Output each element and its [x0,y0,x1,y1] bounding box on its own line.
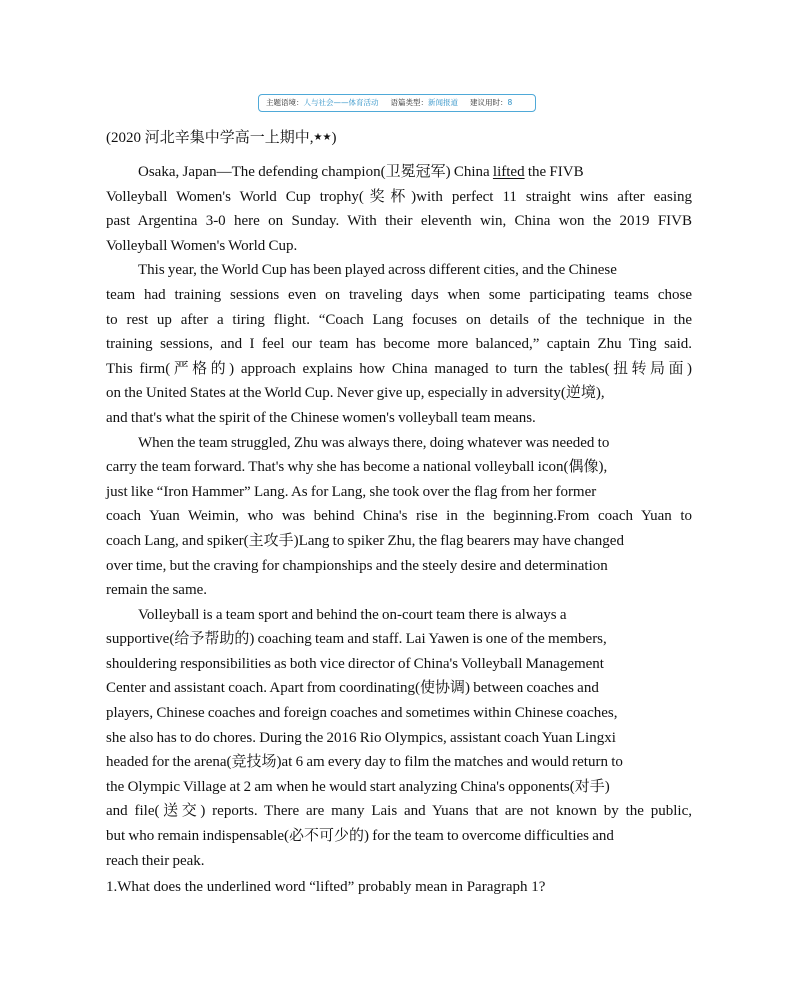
paragraph-4-line: players, Chinese coaches and foreign coaches and sometimes within Chinese coaches, [106,705,618,722]
paragraph-3-line: carry the team forward. That's why she has become a national volleyball icon(偶像), [106,459,608,476]
genre-label: 语篇类型： [390,98,428,107]
paragraph-4-line: shouldering responsibilities as both vice director of China's Volleyball Management [106,655,604,672]
paragraph-3-line: just like “Iron Hammer” Lang. As for Lang, she took over the flag from her former [106,483,597,500]
paragraph-4-line: but who remain indispensable(必不可少的) for the team to overcome difficulties and [106,828,614,845]
question-1: 1.What does the underlined word “lifted” probably mean in Paragraph 1? [106,879,546,895]
paragraph-1-line: Volleyball Women's World Cup trophy(奖杯)with perfect 11 straight wins after easing [106,188,692,205]
paragraph-4-line: Center and assistant coach. Apart from coordinating(使协调) between coaches and [106,680,599,697]
paragraph-2-line: training sessions, and I feel our team has become more balanced,” captain Zhu Ting said. [106,336,692,353]
time-label: 建议用时： [470,98,508,107]
paragraph-3-line: coach Lang, and spiker(主攻手)Lang to spiker Zhu, the flag bearers may have changed [106,532,624,549]
paragraph-3-line: coach Yuan Weimin, who was behind China's rise in the beginning.From coach Yuan to [106,508,692,525]
paragraph-2-line: and that's what the spirit of the Chinese women's volleyball team means. [106,409,536,426]
paragraph-4-line: reach their peak. [106,852,205,869]
paragraph-2-line: This firm(严格的) approach explains how China managed to turn the tables(扭转局面) [106,360,692,377]
paragraph-3-line: When the team struggled, Zhu was always there, doing whatever was needed to [138,434,610,451]
underlined-word: lifted [492,164,525,180]
paragraph-4-line: headed for the arena(竞技场)at 6 am every day to film the matches and would return to [106,754,623,771]
paragraph-4-line: the Olympic Village at 2 am when he would start analyzing China's opponents(对手) [106,778,610,795]
paragraph-4-line: and file(送交) reports. There are many Lais and Yuans that are not known by the public, [106,803,692,820]
source-close: ) [331,130,337,146]
paragraph-4-line: Volleyball is a team sport and behind the on-court team there is always a [138,606,567,623]
paragraph-1-line: past Argentina 3-0 here on Sunday. With their eleventh win, China won the 2019 FIVB [106,213,692,230]
paragraph-1-line: Volleyball Women's World Cup. [106,237,298,254]
source-text: (2020 河北辛集中学高一上期中, [106,130,314,146]
article-body [106,160,692,873]
source-citation [106,128,336,148]
paragraph-2-line: This year, the World Cup has been played across different cities, and the Chinese [138,262,617,279]
paragraph-4-line: she also has to do chores. During the 2016 Rio Olympics, assistant coach Yuan Lingxi [106,729,616,746]
theme-label: 主题语境： [266,98,304,107]
paragraph-2-line: team had training sessions even on traveling days when some participating teams chose [106,286,692,303]
difficulty-stars: ★★ [313,132,332,143]
topic-info-box [258,94,536,112]
genre-value: 新闻报道 [428,98,458,107]
paragraph-3-line: over time, but the craving for championships and the steely desire and determination [106,557,608,574]
paragraph-4-line: supportive(给予帮助的) coaching team and staff. Lai Yawen is one of the members, [106,631,607,648]
paragraph-1-line: Osaka, Japan—The defending champion(卫冕冠军) China lifted the FIVB [138,164,584,180]
time-value: 8 [507,98,513,107]
paragraph-3-line: remain the same. [106,582,208,599]
paragraph-2-line: on the United States at the World Cup. Never give up, especially in adversity(逆境), [106,385,605,402]
paragraph-2-line: to rest up after a tiring flight. “Coach Lang focuses on details of the technique in the [106,311,692,328]
theme-value: 人与社会——体育活动 [303,98,379,107]
